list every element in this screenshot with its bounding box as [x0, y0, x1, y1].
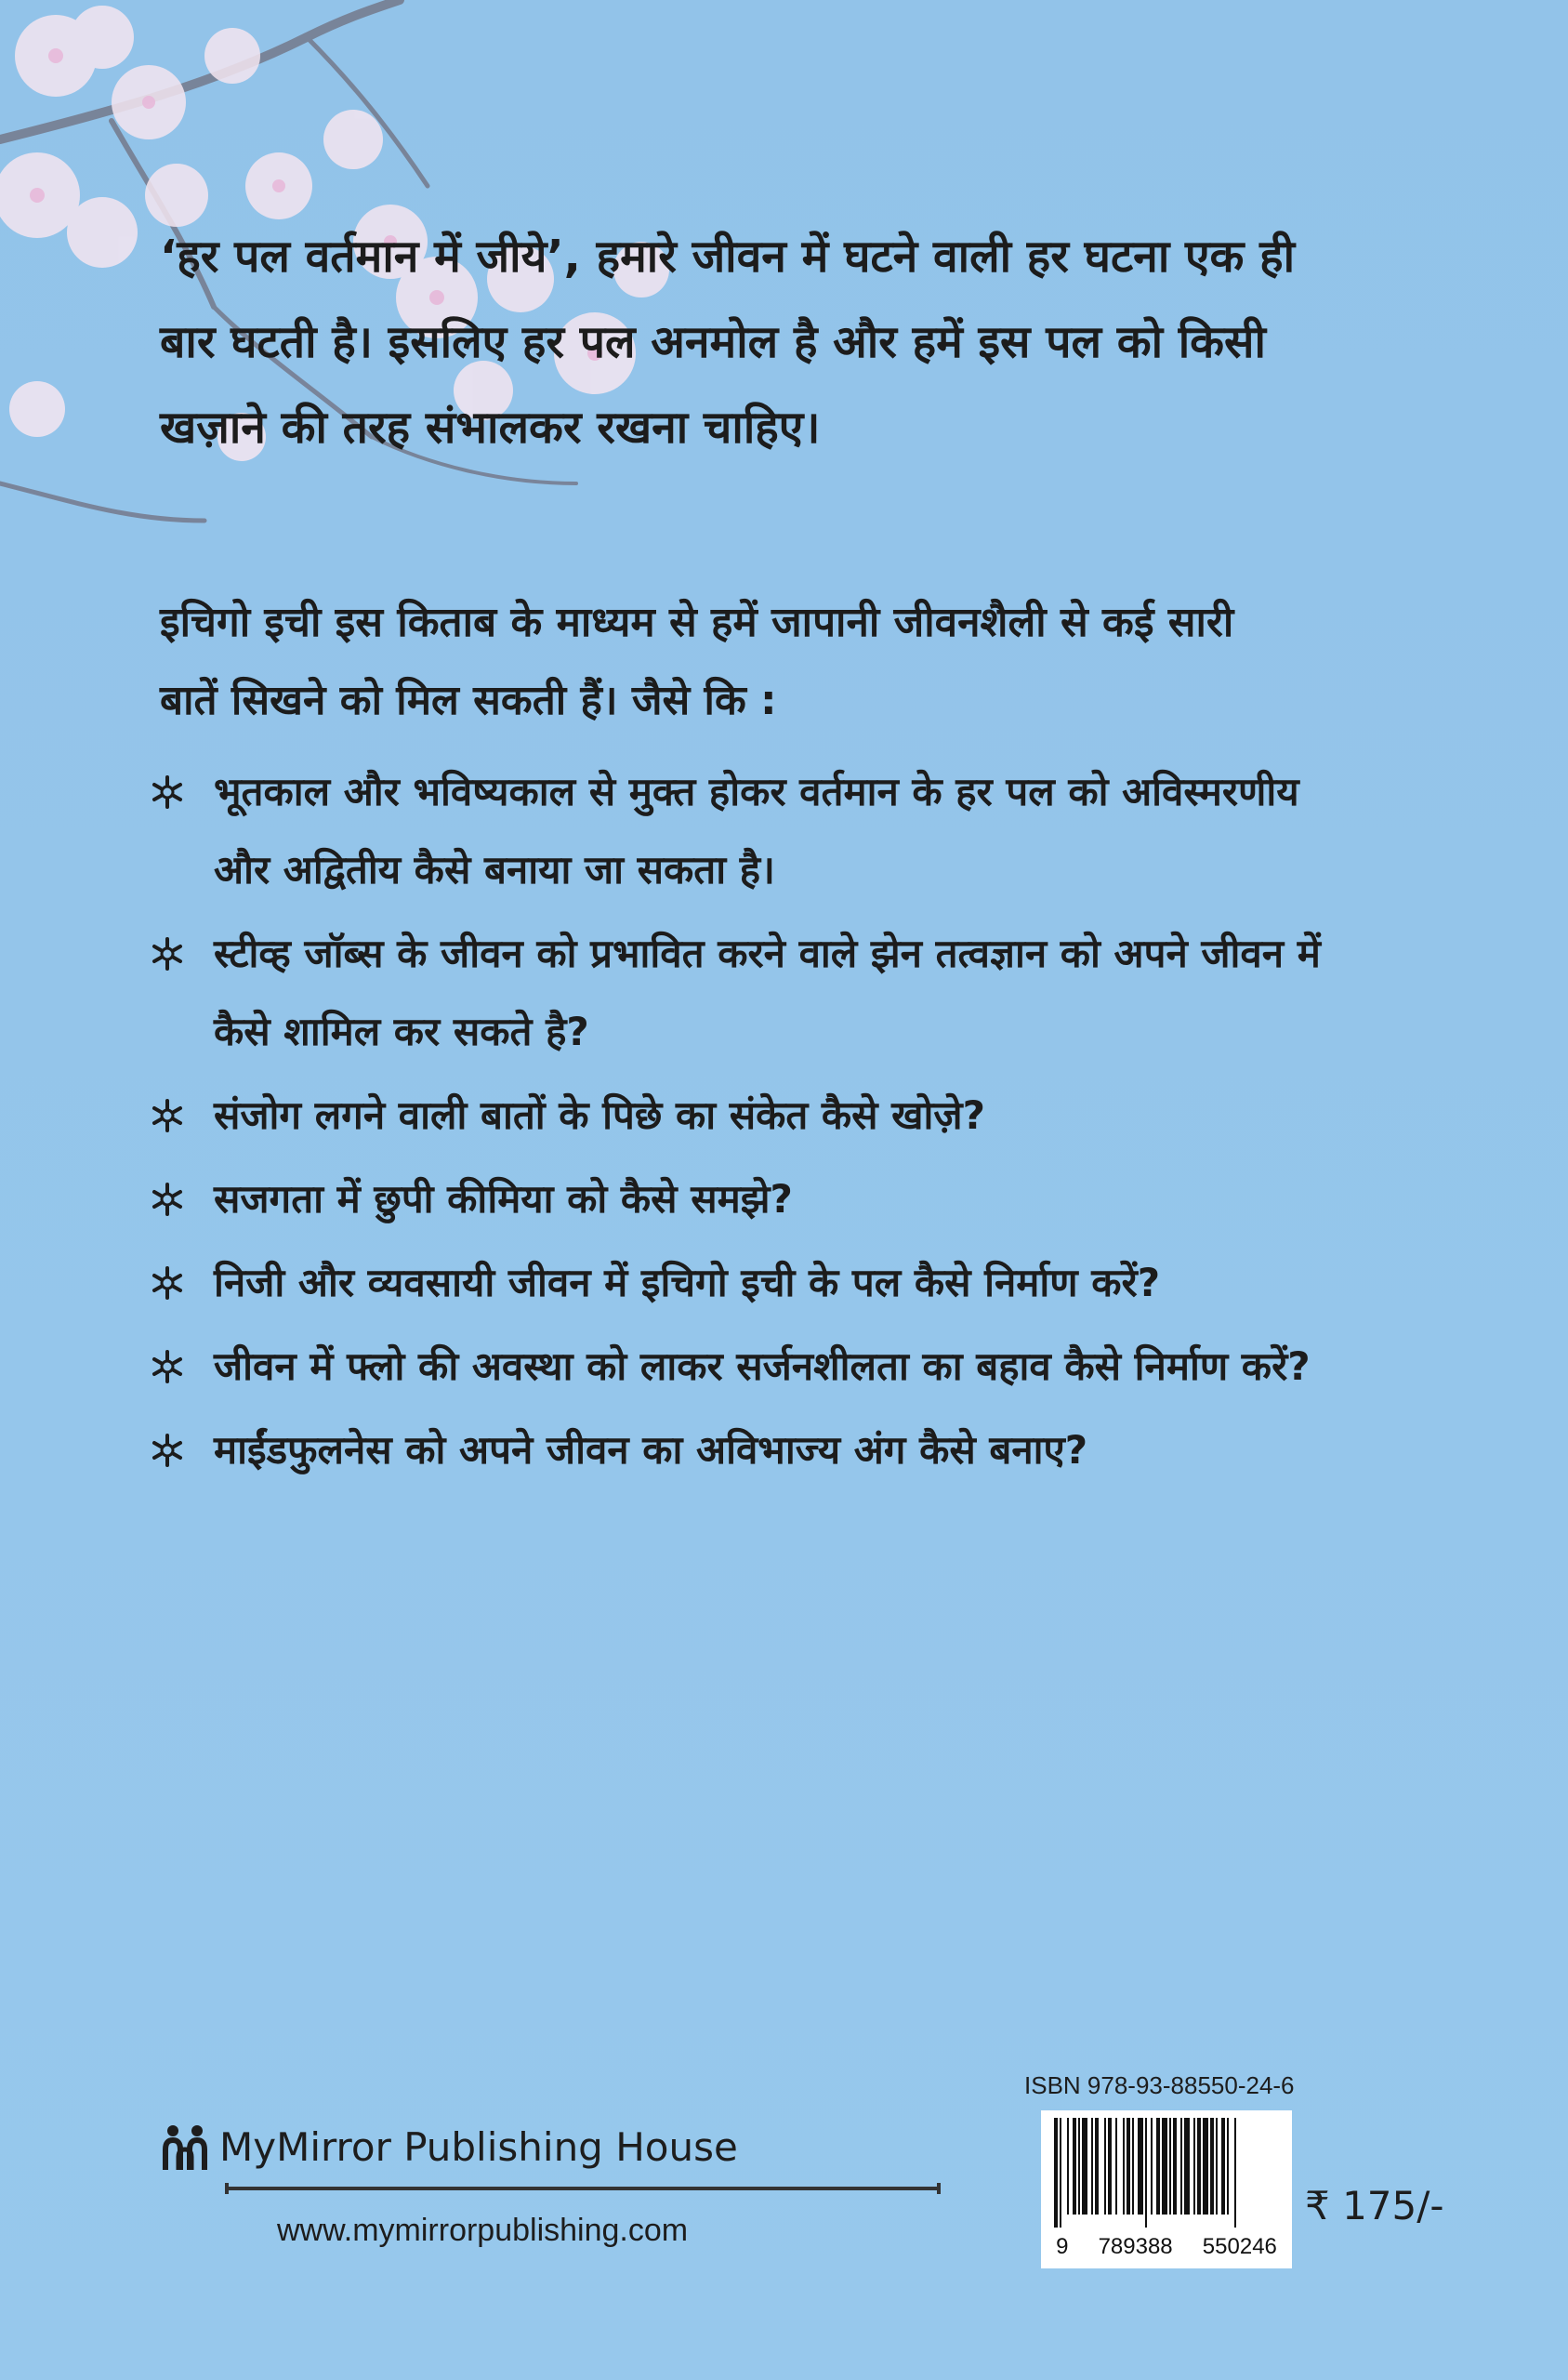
- intro-quote: [160, 214, 1480, 470]
- intro-line: बार घटती है। इसलिए हर पल अनमोल है और हमें इस पल को किसी: [160, 316, 1266, 368]
- barcode-bar: [1193, 2118, 1195, 2215]
- barcode-bar: [1132, 2118, 1134, 2215]
- price-label: ₹ 175/-: [1305, 2183, 1444, 2228]
- barcode-bar: [1184, 2118, 1190, 2215]
- list-item: [149, 1328, 1506, 1406]
- people-logo-icon: [160, 2122, 212, 2174]
- list-item-text: स्टीव्ह जॉब्स के जीवन को प्रभावित करने वाले झेन तत्वज्ञान को अपने जीवन में: [214, 931, 1321, 976]
- list-item: [149, 1160, 1506, 1238]
- barcode-bar: [1091, 2118, 1093, 2215]
- lead-line: बातें सिखने को मिल सकती हैं। जैसे कि :: [160, 677, 777, 724]
- list-item-text: कैसे शामिल कर सकते है?: [214, 1009, 589, 1054]
- list-item: [149, 753, 1506, 909]
- barcode-bar: [1203, 2118, 1208, 2215]
- list-item-text: निजी और व्यवसायी जीवन में इचिगो इची के पल कैसे निर्माण करें?: [214, 1260, 1161, 1305]
- barcode-bar: [1104, 2118, 1106, 2215]
- publisher-divider: [225, 2187, 941, 2190]
- barcode-bar: [1216, 2118, 1218, 2215]
- asterisk-bullet-icon: [149, 1264, 186, 1302]
- barcode-bar: [1060, 2118, 1061, 2228]
- barcode-bar: [1156, 2118, 1160, 2215]
- barcode-bar: [1210, 2118, 1214, 2215]
- asterisk-bullet-icon: [149, 1181, 186, 1218]
- lead-line: इचिगो इची इस किताब के माध्यम से हमें जापानी जीवनशैली से कई सारी: [160, 599, 1234, 646]
- barcode-digits: [1041, 2235, 1292, 2259]
- barcode-bar: [1169, 2118, 1171, 2215]
- barcode-bar: [1095, 2118, 1099, 2215]
- barcode-digit-group: 550246: [1202, 2234, 1277, 2259]
- list-item-text: संजोग लगने वाली बातों के पिछे का संकेत कैसे खोज़े?: [214, 1092, 985, 1138]
- list-item-text: जीवन में फ्लो की अवस्था को लाकर सर्जनशीलता का बहाव कैसे निर्माण करें?: [214, 1343, 1311, 1389]
- barcode-bar: [1145, 2118, 1147, 2228]
- barcode-bar: [1082, 2118, 1087, 2215]
- barcode-bar: [1054, 2118, 1058, 2228]
- barcode-bar: [1138, 2118, 1143, 2215]
- feature-list: [149, 753, 1506, 1495]
- asterisk-bullet-icon: [149, 935, 186, 972]
- asterisk-bullet-icon: [149, 1432, 186, 1469]
- barcode: [1041, 2110, 1292, 2268]
- barcode-bar: [1180, 2118, 1182, 2215]
- barcode-bar: [1073, 2118, 1076, 2215]
- list-item-text: सजगता में छुपी कीमिया को कैसे समझे?: [214, 1176, 793, 1222]
- barcode-bar: [1151, 2118, 1153, 2215]
- barcode-bar: [1127, 2118, 1130, 2215]
- list-item-text: और अद्वितीय कैसे बनाया जा सकता है।: [214, 847, 775, 892]
- intro-line: खज़ाने की तरह संभालकर रखना चाहिए।: [160, 402, 821, 454]
- list-item: [149, 1411, 1506, 1489]
- asterisk-bullet-icon: [149, 774, 186, 811]
- asterisk-bullet-icon: [149, 1097, 186, 1134]
- lead-paragraph: [160, 584, 1480, 740]
- list-item: [149, 1244, 1506, 1322]
- barcode-bar: [1227, 2118, 1229, 2215]
- barcode-digit-group: 9: [1056, 2234, 1069, 2259]
- isbn-label: ISBN 978-93-88550-24-6: [1024, 2071, 1295, 2099]
- intro-line: ‘हर पल वर्तमान में जीये’, हमारे जीवन में घटने वाली हर घटना एक ही: [160, 231, 1296, 283]
- barcode-bars: [1050, 2118, 1283, 2228]
- barcode-bar: [1221, 2118, 1225, 2215]
- barcode-bar: [1197, 2118, 1201, 2215]
- barcode-bar: [1078, 2118, 1080, 2215]
- list-item: [149, 915, 1506, 1071]
- barcode-bar: [1067, 2118, 1069, 2215]
- list-item-text: भूतकाल और भविष्यकाल से मुक्त होकर वर्तमान के हर पल को अविस्मरणीय: [214, 769, 1299, 814]
- barcode-bar: [1173, 2118, 1177, 2215]
- asterisk-bullet-icon: [149, 1348, 186, 1385]
- publisher-url: www.mymirrorpublishing.com: [277, 2213, 689, 2248]
- publisher-name: MyMirror Publishing House: [219, 2124, 738, 2170]
- barcode-digit-group: 789388: [1098, 2234, 1173, 2259]
- barcode-bar: [1115, 2118, 1117, 2215]
- barcode-bar: [1123, 2118, 1125, 2215]
- barcode-bar: [1162, 2118, 1167, 2215]
- list-item: [149, 1077, 1506, 1155]
- list-item-text: माईंडफुलनेस को अपने जीवन का अविभाज्य अंग कैसे बनाए?: [214, 1427, 1088, 1473]
- barcode-bar: [1108, 2118, 1112, 2215]
- barcode-bar: [1234, 2118, 1236, 2228]
